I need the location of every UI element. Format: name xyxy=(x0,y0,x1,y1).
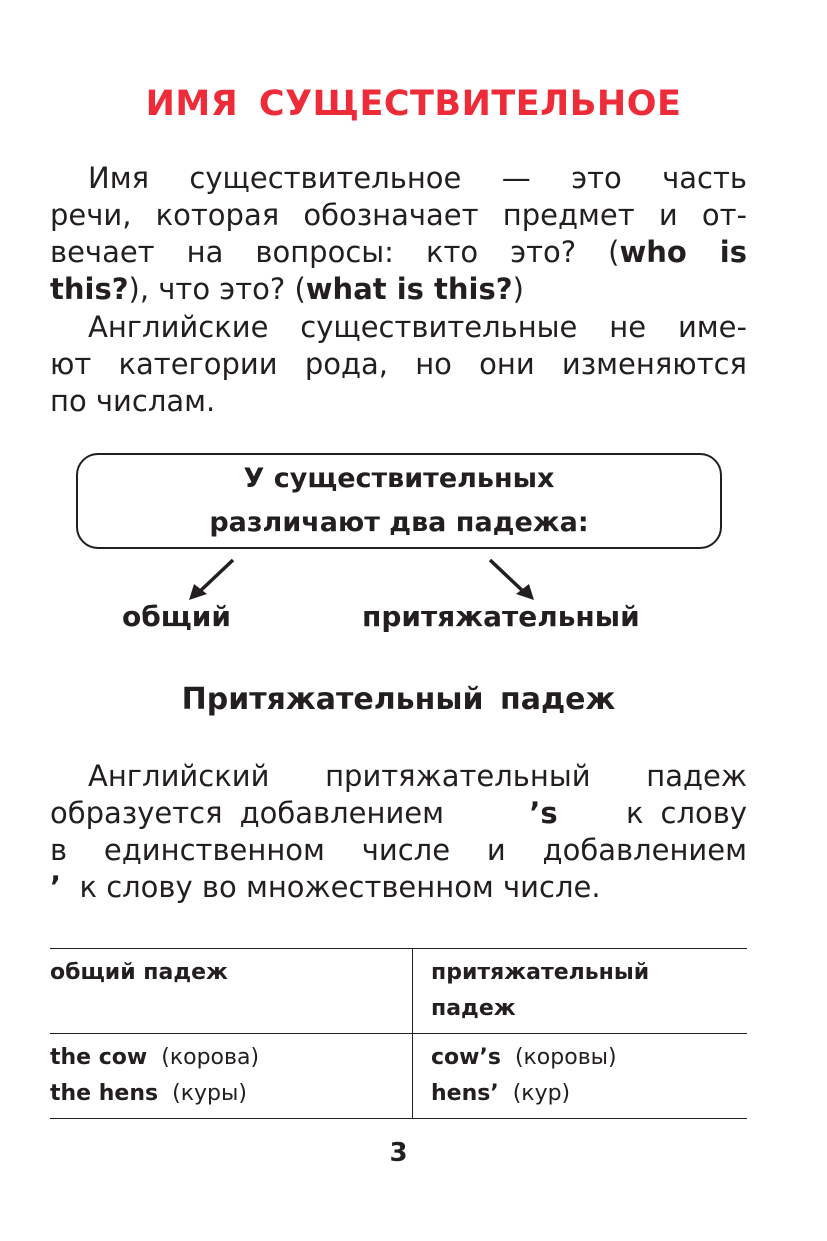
possessive-paragraph xyxy=(50,758,747,906)
intro-line-3 xyxy=(50,234,747,271)
arrow-down-right-icon xyxy=(484,556,544,602)
page-number: 3 xyxy=(389,1138,408,1168)
example-poss-en-1: cow’s xyxy=(431,1045,501,1070)
possessive-case-label: притяжательный xyxy=(362,600,640,633)
example-poss-ru-2: (кур) xyxy=(512,1081,571,1106)
intro-text-5: ) xyxy=(512,272,524,306)
possessive-line-2 xyxy=(50,795,747,832)
example-poss-en-2: hens’ xyxy=(431,1081,499,1106)
english-question-1a: who is xyxy=(619,235,747,269)
example-common-en-2: the hens xyxy=(50,1081,159,1106)
english-question-1b: this? xyxy=(50,272,129,306)
example-common-ru-1: (корова) xyxy=(161,1045,260,1070)
possessive-line-1: Английский притяжательный падеж xyxy=(88,759,747,793)
example-common-en-1: the cow xyxy=(50,1045,148,1070)
case-box-line-2: различают два падежа: xyxy=(209,507,589,538)
english-question-2: what is this? xyxy=(305,272,513,306)
common-case-label: общий xyxy=(122,600,231,633)
arrow-down-left-icon xyxy=(185,556,245,602)
example-poss-ru-1: (коровы) xyxy=(514,1045,617,1070)
table-row xyxy=(50,1034,747,1119)
possessive-text-4b: к слову во множественном числе. xyxy=(79,870,601,904)
case-box-line-1: У существительных xyxy=(243,463,555,494)
intro-text-4: ), что это? ( xyxy=(128,272,306,306)
possessive-line-3: в единственном числе и добавлением xyxy=(50,833,747,867)
example-common-ru-2: (куры) xyxy=(172,1081,247,1106)
page-title: ИМЯ СУЩЕСТВИТЕЛЬНОЕ xyxy=(145,84,682,124)
possessive-text-2c: к слову xyxy=(625,796,747,830)
table-header-row xyxy=(50,949,747,1034)
gender-paragraph xyxy=(50,309,747,420)
header-possessive-label-2: падеж xyxy=(431,996,516,1021)
header-possessive-case xyxy=(413,949,748,1034)
possessive-case-cell xyxy=(413,1034,748,1119)
possessive-text-2a: образуется добавлением xyxy=(50,796,445,830)
gender-line-3: по числам. xyxy=(50,384,216,418)
gender-line-2: ют категории рода, но они изменяются xyxy=(50,347,747,381)
intro-text-3: вечает на вопросы: кто это? ( xyxy=(50,235,620,269)
intro-line-4 xyxy=(50,271,747,308)
common-case-cell xyxy=(50,1034,413,1119)
section-heading: Притяжательный падеж xyxy=(181,682,616,717)
header-common-label: общий падеж xyxy=(50,960,228,985)
header-common-case xyxy=(50,949,413,1034)
header-possessive-label-1: притяжательный xyxy=(431,960,650,985)
intro-line-2: речи, которая обозначает предмет и от- xyxy=(50,198,747,232)
case-table xyxy=(50,948,747,1119)
possessive-line-4 xyxy=(50,869,747,906)
apostrophe: ’ xyxy=(50,870,62,904)
intro-line-1: Имя существительное — это часть xyxy=(88,161,747,195)
gender-line-1: Английские существительные не име- xyxy=(88,310,747,344)
apostrophe-s: ’s xyxy=(529,796,558,830)
case-box xyxy=(76,453,722,549)
intro-paragraph xyxy=(50,160,747,308)
